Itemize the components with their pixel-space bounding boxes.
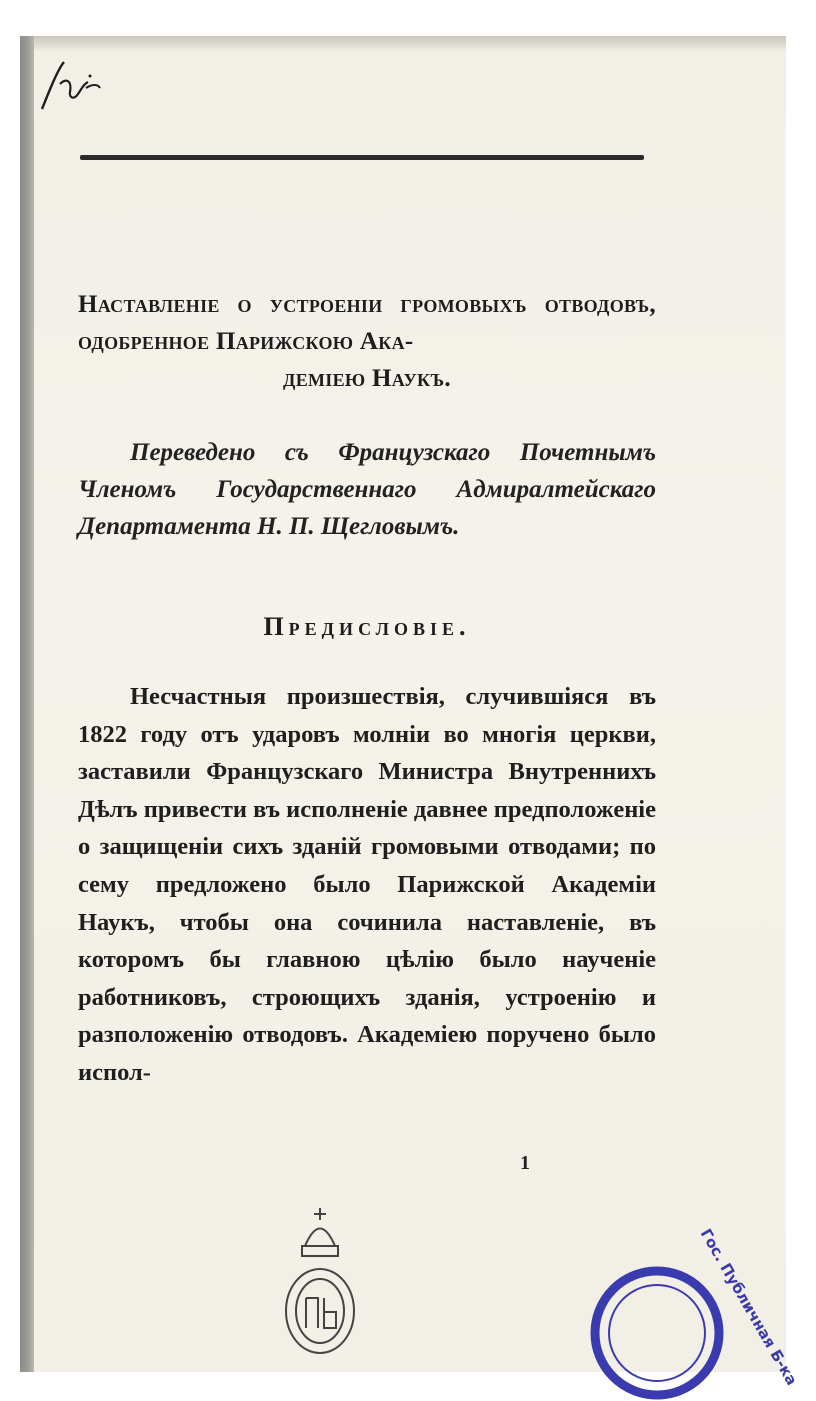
- book-spine: [20, 36, 34, 1372]
- page-scan: [20, 36, 801, 1389]
- section-heading: Предисловіе.: [263, 612, 471, 641]
- handwritten-mark-icon: [32, 54, 112, 114]
- stamp-text: Гос. Публичная Б-ка: [696, 1225, 801, 1389]
- signature-mark: 1: [520, 1152, 530, 1174]
- library-stamp-icon: [585, 1261, 725, 1401]
- document-title: [78, 286, 656, 397]
- title-text: Наставленіе о устроеніи громовыхъ отводовъ, одобренное Парижскою Ака-: [78, 291, 656, 355]
- decorative-rule: [80, 155, 644, 160]
- page-top-shadow: [34, 36, 786, 52]
- body-paragraph: Несчастныя произшествія, случившіяся въ 1822 году отъ ударовъ молніи во многія церкви, заставили Французскаго Министра Внутреннихъ Дѣлъ привести въ исполненіе давнее предположеніе о защищеніи сихъ зданій громовыми отводами; по сему предложено было Парижской Академіи Наукъ, чтобы она сочинила наставленіе, въ которомъ бы главною цѣлію было наученіе работниковъ, строющихъ зданія, устроенію и разположенію отводовъ. Академіею поручено было испол-: [78, 683, 656, 1086]
- translation-note: Переведено съ Французскаго Почетнымъ Членомъ Государственнаго Адмиралтейскаго Департамента Н. П. Щегловымъ.: [78, 439, 656, 540]
- library-crest-icon: [270, 1206, 370, 1376]
- title-last-line: деміею Наукъ.: [283, 365, 451, 392]
